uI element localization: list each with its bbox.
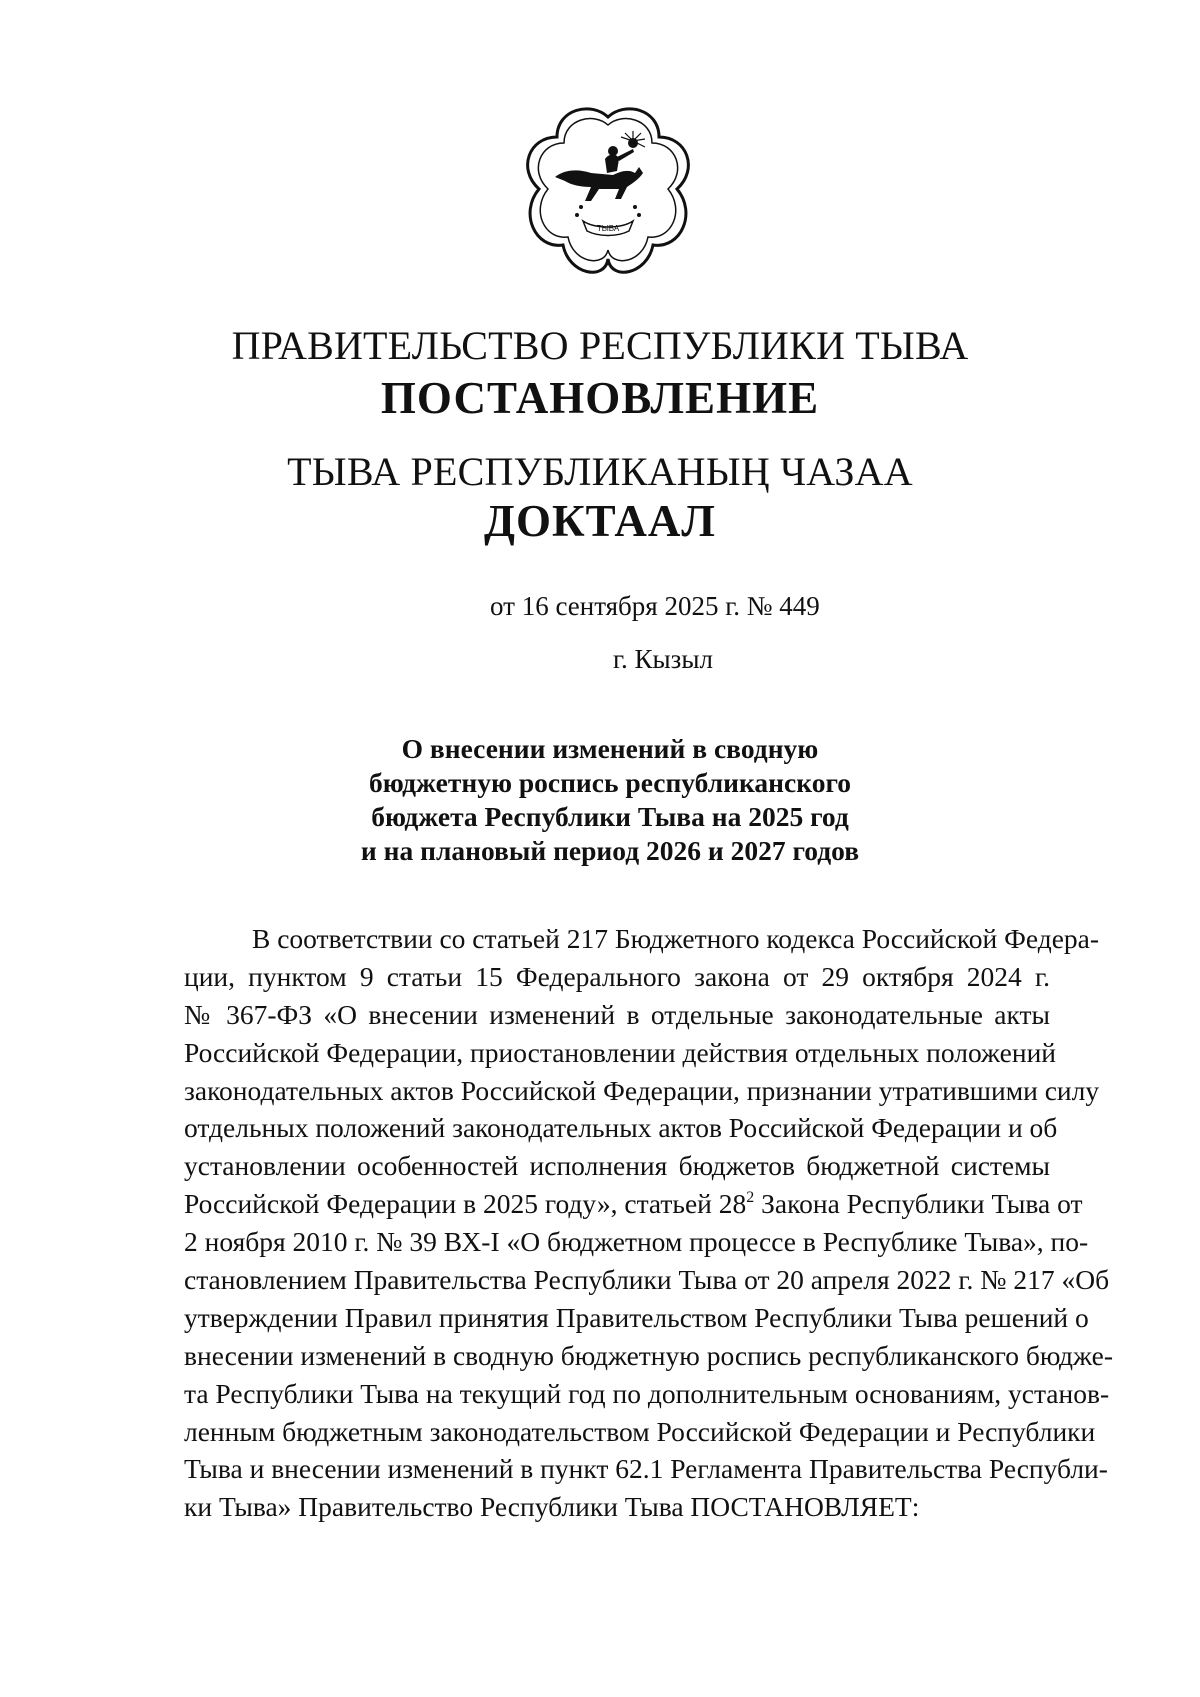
body-line: становлением Правительства Республики Тыва от 20 апреля 2022 г. № 217 «Об: [184, 1264, 1110, 1296]
body-line: утверждении Правил принятия Правительством Республики Тыва решений о: [184, 1301, 1089, 1333]
government-name-ru: ПРАВИТЕЛЬСТВО РЕСПУБЛИКИ ТЫВА: [231, 323, 969, 368]
body-line: установлении особенностей исполнения бюджетов бюджетной системы: [184, 1150, 1050, 1182]
title-line: О внесении изменений в сводную: [401, 733, 819, 764]
body-line: Российской Федерации, приостановлении действия отдельных положений: [184, 1036, 1057, 1068]
body-line: ки Тыва» Правительство Республики Тыва ПОСТАНОВЛЯЕТ:: [184, 1491, 920, 1523]
body-line-part: Российской Федерации в 2025 году», статьей 28: [184, 1188, 747, 1220]
document-type-ru: ПОСТАНОВЛЕНИЕ: [380, 373, 820, 423]
document-type-tyv: ДОКТААЛ: [484, 496, 716, 546]
document-city: г. Кызыл: [613, 644, 713, 674]
body-line: ленным бюджетным законодательством Российской Федерации и Республики: [184, 1415, 1096, 1447]
body-line-with-superscript: [184, 1185, 1083, 1223]
document-title: [330, 732, 890, 868]
body-line: 2 ноября 2010 г. № 39 ВХ-I «О бюджетном процессе в Республике Тыва», по-: [184, 1226, 1089, 1258]
body-line-part: Закона Республики Тыва от: [754, 1188, 1083, 1220]
body-line: внесении изменений в сводную бюджетную роспись республиканского бюдже-: [184, 1339, 1113, 1371]
body-line: № 367-ФЗ «О внесении изменений в отдельные законодательные акты: [184, 998, 1050, 1030]
document-date-number: от 16 сентября 2025 г. № 449: [490, 591, 820, 621]
title-line: и на плановый период 2026 и 2027 годов: [360, 835, 860, 866]
body-line: законодательных актов Российской Федерации, признании утратившими силу: [184, 1074, 1100, 1106]
body-line: В соответствии со статьей 217 Бюджетного кодекса Российской Федера-: [252, 923, 1100, 954]
body-line: Тыва и внесении изменений в пункт 62.1 Регламента Правительства Республи-: [184, 1453, 1108, 1485]
body-line: та Республики Тыва на текущий год по дополнительным основаниям, установ-: [184, 1377, 1110, 1409]
government-name-tyv: ТЫВА РЕСПУБЛИКАНЫҢ ЧАЗАА: [287, 449, 913, 494]
title-line: бюджета Республики Тыва на 2025 год: [371, 801, 849, 832]
body-line: отдельных положений законодательных актов Российской Федерации и об: [184, 1112, 1058, 1144]
body-line: ции, пунктом 9 статьи 15 Федерального закона от 29 октября 2024 г.: [184, 960, 1050, 992]
tuva-coat-of-arms-icon: [521, 103, 695, 277]
svg-text:ТЫВА: ТЫВА: [596, 224, 620, 233]
preamble-paragraph: [184, 920, 1113, 1526]
title-line: бюджетную роспись республиканского: [368, 767, 852, 798]
superscript: 2: [746, 1189, 755, 1207]
